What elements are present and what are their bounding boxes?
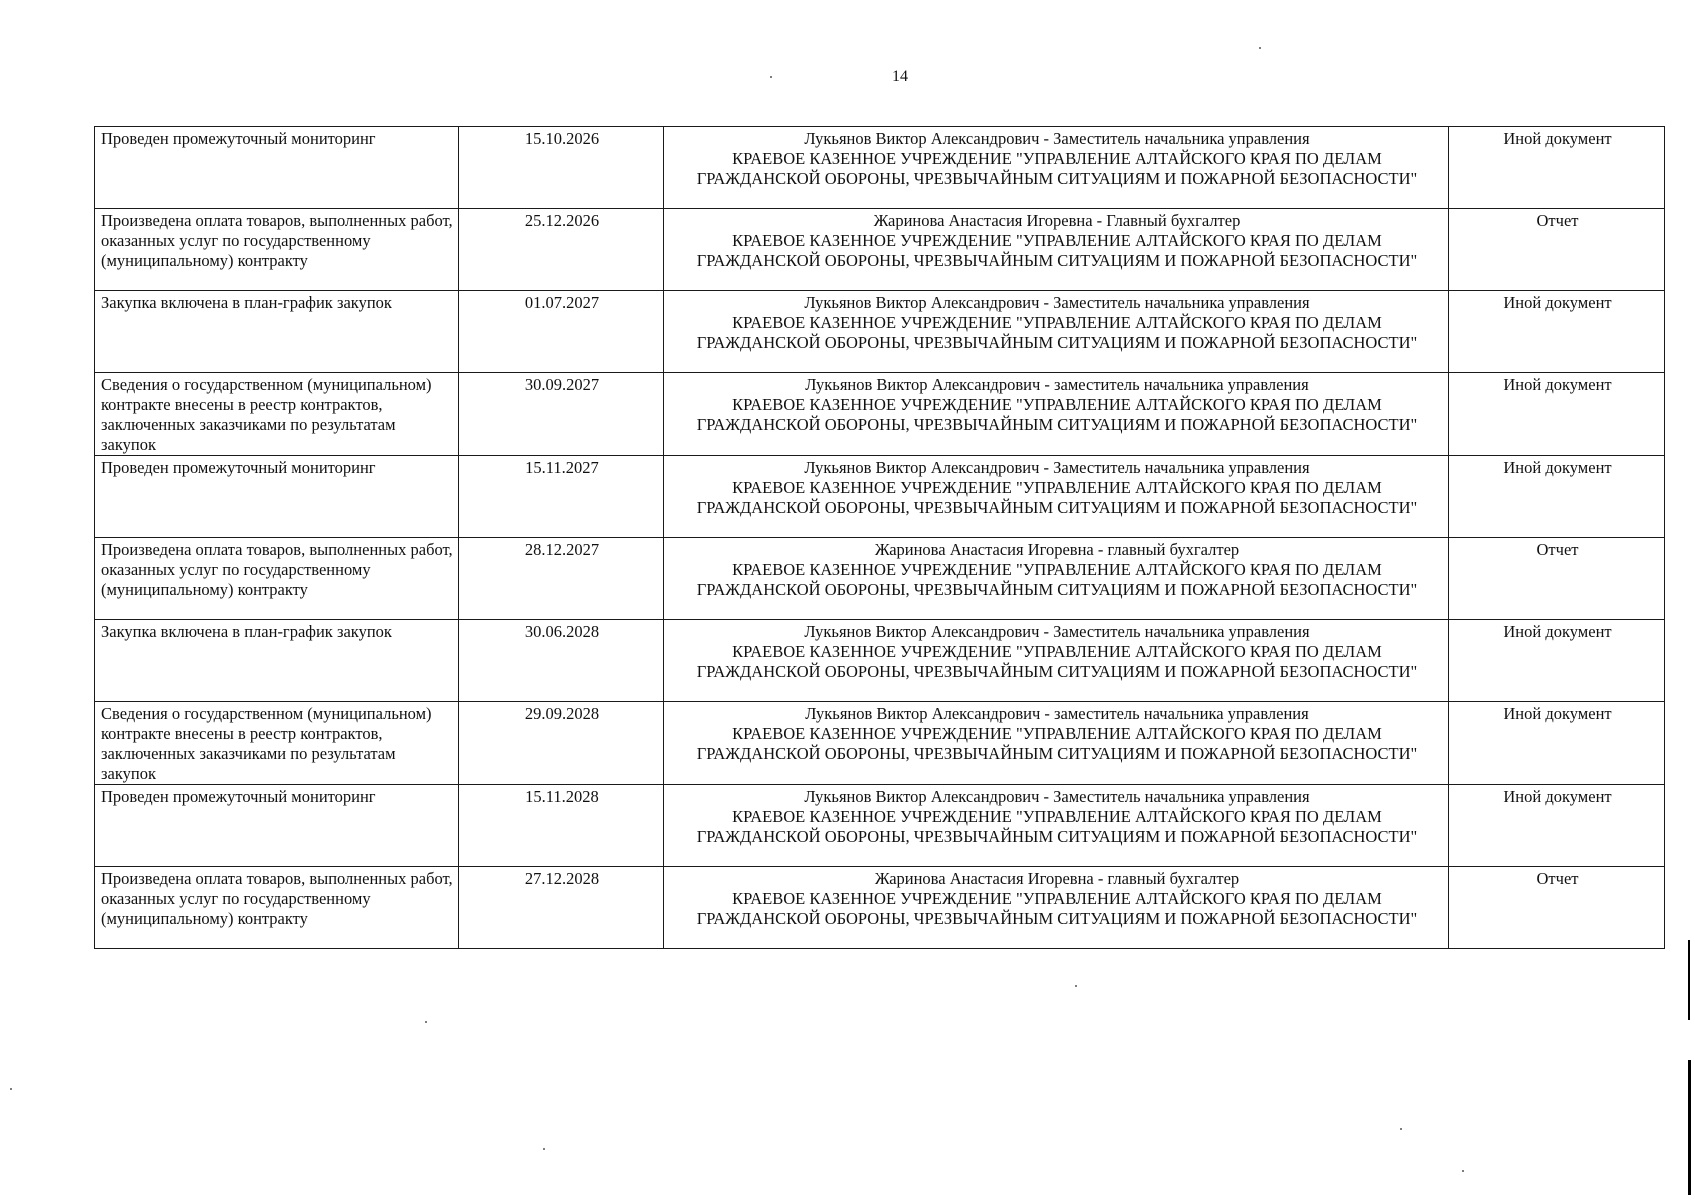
date-cell: 27.12.2028	[459, 867, 664, 949]
organization-name: КРАЕВОЕ КАЗЕННОЕ УЧРЕЖДЕНИЕ "УПРАВЛЕНИЕ АЛТАЙСКОГО КРАЯ ПО ДЕЛАМ ГРАЖДАНСКОЙ ОБОРОНЫ, ЧРЕЗВЫЧАЙНЫМ СИТУАЦИЯМ И ПОЖАРНОЙ БЕЗОПАСНОСТИ"	[696, 889, 1418, 928]
date-cell: 30.09.2027	[459, 373, 664, 456]
organization-name: КРАЕВОЕ КАЗЕННОЕ УЧРЕЖДЕНИЕ "УПРАВЛЕНИЕ АЛТАЙСКОГО КРАЯ ПО ДЕЛАМ ГРАЖДАНСКОЙ ОБОРОНЫ, ЧРЕЗВЫЧАЙНЫМ СИТУАЦИЯМ И ПОЖАРНОЙ БЕЗОПАСНОСТИ"	[696, 478, 1418, 517]
table-row	[95, 209, 1665, 291]
document-type-cell: Иной документ	[1449, 620, 1665, 702]
responsible-cell	[664, 785, 1449, 867]
responsible-cell	[664, 127, 1449, 209]
document-type-cell: Иной документ	[1449, 785, 1665, 867]
document-type-cell: Иной документ	[1449, 291, 1665, 373]
responsible-person: Жаринова Анастасия Игоревна - главный бухгалтер	[874, 540, 1240, 559]
date-cell: 25.12.2026	[459, 209, 664, 291]
organization-name: КРАЕВОЕ КАЗЕННОЕ УЧРЕЖДЕНИЕ "УПРАВЛЕНИЕ АЛТАЙСКОГО КРАЯ ПО ДЕЛАМ ГРАЖДАНСКОЙ ОБОРОНЫ, ЧРЕЗВЫЧАЙНЫМ СИТУАЦИЯМ И ПОЖАРНОЙ БЕЗОПАСНОСТИ"	[696, 149, 1418, 188]
scan-speck	[1259, 47, 1261, 49]
organization-name: КРАЕВОЕ КАЗЕННОЕ УЧРЕЖДЕНИЕ "УПРАВЛЕНИЕ АЛТАЙСКОГО КРАЯ ПО ДЕЛАМ ГРАЖДАНСКОЙ ОБОРОНЫ, ЧРЕЗВЫЧАЙНЫМ СИТУАЦИЯМ И ПОЖАРНОЙ БЕЗОПАСНОСТИ"	[696, 807, 1418, 846]
date-cell: 28.12.2027	[459, 538, 664, 620]
organization-name: КРАЕВОЕ КАЗЕННОЕ УЧРЕЖДЕНИЕ "УПРАВЛЕНИЕ АЛТАЙСКОГО КРАЯ ПО ДЕЛАМ ГРАЖДАНСКОЙ ОБОРОНЫ, ЧРЕЗВЫЧАЙНЫМ СИТУАЦИЯМ И ПОЖАРНОЙ БЕЗОПАСНОСТИ"	[696, 642, 1418, 681]
date-cell: 15.10.2026	[459, 127, 664, 209]
scan-speck	[1075, 985, 1077, 987]
scan-edge-mark	[1688, 940, 1690, 1020]
event-cell: Проведен промежуточный мониторинг	[95, 127, 459, 209]
event-cell: Проведен промежуточный мониторинг	[95, 785, 459, 867]
scan-speck	[10, 1088, 12, 1090]
event-cell: Произведена оплата товаров, выполненных работ, оказанных услуг по государственному (муниципальному) контракту	[95, 209, 459, 291]
organization-name: КРАЕВОЕ КАЗЕННОЕ УЧРЕЖДЕНИЕ "УПРАВЛЕНИЕ АЛТАЙСКОГО КРАЯ ПО ДЕЛАМ ГРАЖДАНСКОЙ ОБОРОНЫ, ЧРЕЗВЫЧАЙНЫМ СИТУАЦИЯМ И ПОЖАРНОЙ БЕЗОПАСНОСТИ"	[696, 313, 1418, 352]
table-row	[95, 785, 1665, 867]
event-cell: Закупка включена в план-график закупок	[95, 620, 459, 702]
responsible-person: Лукьянов Виктор Александрович - Заместитель начальника управления	[804, 458, 1310, 477]
table-row	[95, 456, 1665, 538]
responsible-person: Лукьянов Виктор Александрович - заместитель начальника управления	[805, 704, 1309, 723]
responsible-cell	[664, 373, 1449, 456]
date-cell: 29.09.2028	[459, 702, 664, 785]
scan-speck	[1462, 1170, 1464, 1172]
event-cell: Сведения о государственном (муниципальном) контракте внесены в реестр контрактов, заключенных заказчиками по результатам закупок	[95, 373, 459, 456]
scan-edge-mark	[1688, 1060, 1691, 1195]
organization-name: КРАЕВОЕ КАЗЕННОЕ УЧРЕЖДЕНИЕ "УПРАВЛЕНИЕ АЛТАЙСКОГО КРАЯ ПО ДЕЛАМ ГРАЖДАНСКОЙ ОБОРОНЫ, ЧРЕЗВЫЧАЙНЫМ СИТУАЦИЯМ И ПОЖАРНОЙ БЕЗОПАСНОСТИ"	[696, 231, 1418, 270]
table-row	[95, 538, 1665, 620]
scan-speck	[425, 1021, 427, 1023]
scan-speck	[1400, 1128, 1402, 1130]
date-cell: 15.11.2028	[459, 785, 664, 867]
event-cell: Закупка включена в план-график закупок	[95, 291, 459, 373]
table-row	[95, 373, 1665, 456]
responsible-person: Лукьянов Виктор Александрович - Заместитель начальника управления	[804, 787, 1310, 806]
table-row	[95, 127, 1665, 209]
event-cell: Проведен промежуточный мониторинг	[95, 456, 459, 538]
responsible-person: Жаринова Анастасия Игоревна - главный бухгалтер	[874, 869, 1240, 888]
responsible-cell	[664, 291, 1449, 373]
document-type-cell: Иной документ	[1449, 127, 1665, 209]
scan-speck	[543, 1148, 545, 1150]
event-cell: Произведена оплата товаров, выполненных работ, оказанных услуг по государственному (муниципальному) контракту	[95, 538, 459, 620]
responsible-cell	[664, 456, 1449, 538]
scan-speck	[770, 76, 772, 78]
responsible-person: Лукьянов Виктор Александрович - Заместитель начальника управления	[804, 622, 1310, 641]
document-type-cell: Иной документ	[1449, 702, 1665, 785]
control-points-table	[94, 126, 1665, 949]
responsible-person: Лукьянов Виктор Александрович - заместитель начальника управления	[805, 375, 1309, 394]
responsible-cell	[664, 867, 1449, 949]
document-type-cell: Иной документ	[1449, 456, 1665, 538]
date-cell: 30.06.2028	[459, 620, 664, 702]
organization-name: КРАЕВОЕ КАЗЕННОЕ УЧРЕЖДЕНИЕ "УПРАВЛЕНИЕ АЛТАЙСКОГО КРАЯ ПО ДЕЛАМ ГРАЖДАНСКОЙ ОБОРОНЫ, ЧРЕЗВЫЧАЙНЫМ СИТУАЦИЯМ И ПОЖАРНОЙ БЕЗОПАСНОСТИ"	[696, 724, 1418, 763]
event-cell: Произведена оплата товаров, выполненных работ, оказанных услуг по государственному (муниципальному) контракту	[95, 867, 459, 949]
table-row	[95, 291, 1665, 373]
document-type-cell: Отчет	[1449, 209, 1665, 291]
responsible-cell	[664, 538, 1449, 620]
event-cell: Сведения о государственном (муниципальном) контракте внесены в реестр контрактов, заключенных заказчиками по результатам закупок	[95, 702, 459, 785]
table-row	[95, 620, 1665, 702]
date-cell: 01.07.2027	[459, 291, 664, 373]
responsible-person: Жаринова Анастасия Игоревна - Главный бухгалтер	[873, 211, 1241, 230]
responsible-person: Лукьянов Виктор Александрович - Заместитель начальника управления	[804, 293, 1310, 312]
date-cell: 15.11.2027	[459, 456, 664, 538]
organization-name: КРАЕВОЕ КАЗЕННОЕ УЧРЕЖДЕНИЕ "УПРАВЛЕНИЕ АЛТАЙСКОГО КРАЯ ПО ДЕЛАМ ГРАЖДАНСКОЙ ОБОРОНЫ, ЧРЕЗВЫЧАЙНЫМ СИТУАЦИЯМ И ПОЖАРНОЙ БЕЗОПАСНОСТИ"	[696, 395, 1418, 434]
responsible-cell	[664, 209, 1449, 291]
table-row	[95, 867, 1665, 949]
document-type-cell: Отчет	[1449, 538, 1665, 620]
document-type-cell: Отчет	[1449, 867, 1665, 949]
document-type-cell: Иной документ	[1449, 373, 1665, 456]
organization-name: КРАЕВОЕ КАЗЕННОЕ УЧРЕЖДЕНИЕ "УПРАВЛЕНИЕ АЛТАЙСКОГО КРАЯ ПО ДЕЛАМ ГРАЖДАНСКОЙ ОБОРОНЫ, ЧРЕЗВЫЧАЙНЫМ СИТУАЦИЯМ И ПОЖАРНОЙ БЕЗОПАСНОСТИ"	[696, 560, 1418, 599]
responsible-person: Лукьянов Виктор Александрович - Заместитель начальника управления	[804, 129, 1310, 148]
responsible-cell	[664, 620, 1449, 702]
responsible-cell	[664, 702, 1449, 785]
table-body	[95, 127, 1665, 949]
page-number: 14	[892, 68, 908, 85]
table-row	[95, 702, 1665, 785]
